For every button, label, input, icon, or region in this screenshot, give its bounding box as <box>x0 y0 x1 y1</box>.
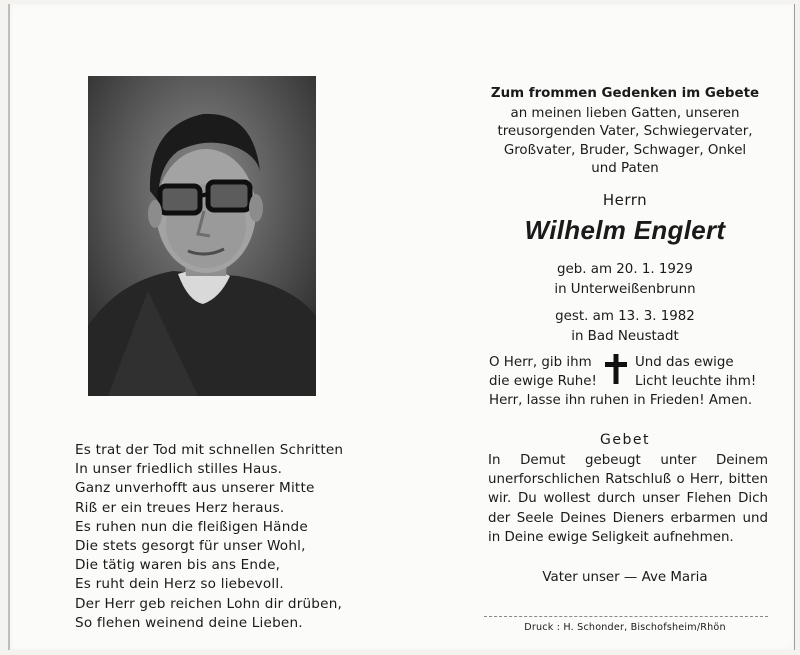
divider <box>484 616 768 617</box>
prayer-amen-line: Herr, lasse ihn ruhen in Frieden! Amen. <box>489 393 753 408</box>
memorial-intro <box>475 105 775 179</box>
prayer-line: Licht leuchte ihm! <box>635 374 757 389</box>
poem-line: In unser friedlich stilles Haus. <box>75 461 283 478</box>
portrait-photo <box>88 76 316 396</box>
poem-line: Ganz unverhofft aus unserer Mitte <box>75 480 315 497</box>
cross-icon <box>605 354 627 384</box>
portrait-photo-icon <box>88 76 316 396</box>
prayer-left <box>489 353 597 391</box>
memorial-card <box>8 4 795 650</box>
birth-place: in Unterweißenbrunn <box>554 281 696 297</box>
poem-line: Riß er ein treues Herz heraus. <box>75 499 285 516</box>
intro-line: und Paten <box>591 161 659 177</box>
memorial-heading: Zum frommen Gedenken im Gebete <box>490 86 760 101</box>
deceased-name: Wilhelm Englert <box>524 214 726 245</box>
printer-credit: Druck : H. Schonder, Bischofsheim/Rhön <box>524 622 726 633</box>
prayer-line: Und das ewige <box>635 355 734 370</box>
poem-line: Die tätig waren bis ans Ende, <box>75 557 281 574</box>
intro-line: Großvater, Bruder, Schwager, Onkel <box>503 142 747 158</box>
short-prayer <box>475 353 775 413</box>
gebet-title: Gebet <box>600 432 650 448</box>
life-dates <box>475 260 775 347</box>
poem-line: Die stets gesorgt für unser Wohl, <box>75 538 306 555</box>
intro-line: treusorgenden Vater, Schwiegervater, <box>497 124 753 140</box>
birth-date: geb. am 20. 1. 1929 <box>557 261 693 277</box>
prayer-right <box>635 353 756 391</box>
poem-line: So flehen weinend deine Lieben. <box>75 614 303 631</box>
poem-line: Der Herr geb reichen Lohn dir drüben, <box>75 595 343 612</box>
prayer-line: die ewige Ruhe! <box>489 374 597 389</box>
salutation: Herrn <box>602 190 648 209</box>
gebet-text: In Demut gebeugt unter Deinem unerforschlichen Ratschluß o Herr, bitten wir. Du wollest durch unser Flehen Dich der Seele Deines Dieners erbarmen und in Deine ewige Seligkeit aufnehmen. <box>488 453 768 545</box>
poem-line: Es ruht dein Herz so liebevoll. <box>75 576 284 593</box>
intro-line: an meinen lieben Gatten, unseren <box>510 106 740 121</box>
memorial-header <box>475 82 775 347</box>
closing-prayers: Vater unser — Ave Maria <box>542 570 708 585</box>
poem-line: Es trat der Tod mit schnellen Schritten <box>75 442 344 458</box>
prayer-line: O Herr, gib ihm <box>489 355 592 370</box>
death-place: in Bad Neustadt <box>571 328 679 344</box>
poem-line: Es ruhen nun die fleißigen Hände <box>75 518 308 535</box>
memorial-poem <box>75 441 375 633</box>
death-date: gest. am 13. 3. 1982 <box>555 308 695 324</box>
